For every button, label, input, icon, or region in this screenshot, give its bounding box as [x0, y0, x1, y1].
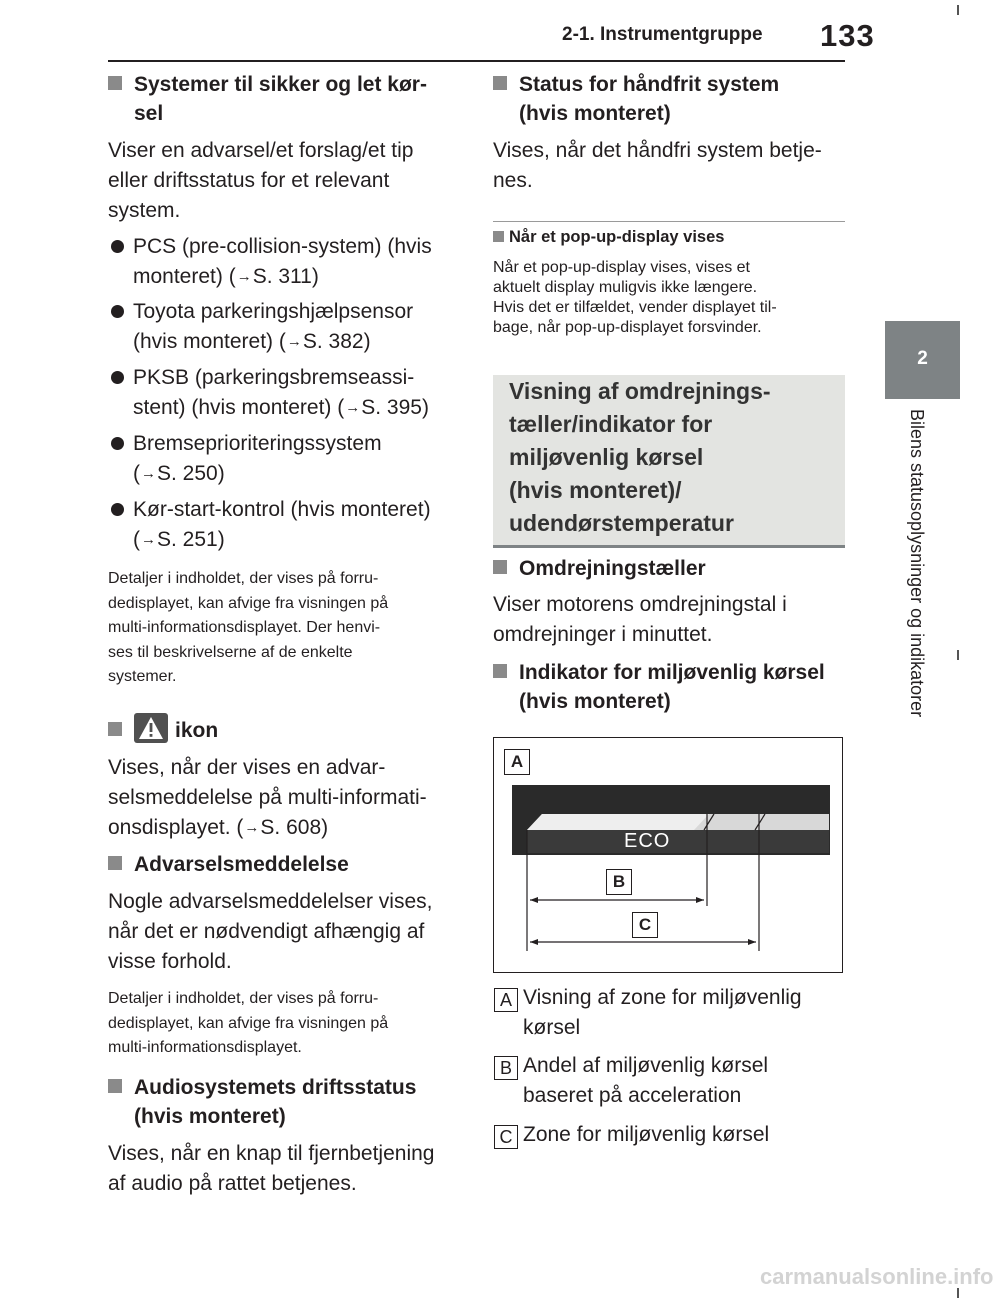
page-number: 133	[820, 18, 875, 53]
paragraph-tachometer: Viser motorens omdrejningstal i omdrejninger i minuttet.	[493, 593, 787, 646]
warning-icon	[134, 713, 168, 743]
figure-label-b: B	[606, 869, 632, 895]
heading-icon: ikon	[108, 713, 218, 745]
eco-label: ECO	[624, 830, 671, 852]
square-bullet-icon	[493, 76, 507, 90]
bullet-icon	[111, 503, 124, 516]
paragraph-handsfree: Vises, når det håndfri system betje- nes.	[493, 139, 822, 192]
list-item: Kør-start-kontrol (hvis monteret) (→S. 251)	[133, 495, 431, 555]
list-item: PCS (pre-collision-system) (hvis monteret) (→S. 311)	[133, 232, 432, 292]
square-bullet-icon	[108, 76, 122, 90]
list-item: Bremseprioriteringssystem (→S. 250)	[133, 429, 382, 489]
arrow-icon: →	[141, 465, 156, 482]
section-title: 2-1. Instrumentgruppe	[562, 24, 763, 45]
note-details-1: Detaljer i indholdet, der vises på forru- dedisplayet, kan afvige fra visningen på multi-informationsdisplayet. Der henvi- ses til beskrivelserne af de enkelte systemer.	[108, 570, 389, 685]
paragraph-warning: Nogle advarselsmeddelelser vises, når det er nødvendigt afhængig af visse forhold.	[108, 890, 433, 973]
legend-key-c: C	[494, 1125, 518, 1149]
square-bullet-icon	[493, 560, 507, 574]
legend-item-b: Andel af miljøvenlig kørsel baseret på acceleration	[523, 1054, 769, 1107]
square-bullet-icon	[493, 664, 507, 678]
note-popup: Når et pop-up-display vises, vises et aktuelt display muligvis ikke længere. Hvis det er tilfældet, vender displayet til- bage, når pop-up-displayet forsvinder.	[493, 259, 777, 336]
figure-label-a: A	[504, 749, 530, 775]
square-bullet-icon	[108, 1079, 122, 1093]
legend-item-c: Zone for miljøvenlig kørsel	[523, 1123, 770, 1146]
paragraph-icon: Vises, når der vises en advar- selsmeddelelse på multi-informati- onsdisplayet. (→S. 608)	[108, 756, 427, 839]
legend-key-b: B	[494, 1056, 518, 1080]
list-item: Toyota parkeringshjælpsensor (hvis monteret) (→S. 382)	[133, 297, 413, 357]
heading-tachometer: Omdrejningstæller	[493, 554, 706, 583]
list-item: PKSB (parkeringsbremseassi- stent) (hvis monteret) (→S. 395)	[133, 363, 429, 423]
note-rule	[493, 221, 845, 222]
header-rule	[108, 60, 845, 62]
legend-item-a: Visning af zone for miljøvenlig kørsel	[523, 986, 802, 1039]
legend-key-a: A	[494, 988, 518, 1012]
arrow-icon: →	[141, 531, 156, 548]
paragraph-safety: Viser en advarsel/et forslag/et tip eller driftsstatus for et relevant system.	[108, 139, 414, 222]
heading-audio: Audiosystemets driftsstatus (hvis monteret)	[108, 1073, 416, 1131]
section-box-title: Visning af omdrejnings- tæller/indikator for miljøvenlig kørsel (hvis monteret)/ udendørstemperatur	[509, 378, 771, 536]
heading-warning-message: Advarselsmeddelelse	[108, 850, 349, 879]
arrow-icon: →	[236, 268, 252, 285]
watermark: carmanualsonline.info	[760, 1264, 994, 1289]
note-heading-popup: Når et pop-up-display vises	[493, 228, 724, 247]
chapter-label: Bilens statusoplysninger og indikatorer	[907, 409, 927, 718]
chapter-number: 2	[917, 348, 928, 369]
note-details-2: Detaljer i indholdet, der vises på forru- dedisplayet, kan afvige fra visningen på multi-informationsdisplayet.	[108, 990, 389, 1056]
bullet-icon	[111, 305, 124, 318]
crop-mark	[957, 650, 959, 660]
heading-handsfree: Status for håndfrit system (hvis monteret)	[493, 70, 779, 128]
section-box	[493, 375, 845, 548]
bullet-icon	[111, 371, 124, 384]
square-bullet-icon	[108, 722, 122, 736]
arrow-icon: →	[244, 819, 260, 836]
bullet-icon	[111, 240, 124, 253]
heading-eco-indicator: Indikator for miljøvenlig kørsel (hvis monteret)	[493, 658, 825, 716]
bullet-icon	[111, 437, 124, 450]
heading-safety-systems: Systemer til sikker og let kør- sel	[108, 70, 427, 128]
crop-mark	[957, 5, 959, 15]
paragraph-audio: Vises, når en knap til fjernbetjening af audio på rattet betjenes.	[108, 1142, 435, 1195]
arrow-icon: →	[286, 333, 302, 350]
square-bullet-icon	[108, 856, 122, 870]
eco-indicator-figure	[493, 737, 843, 973]
arrow-icon: →	[345, 399, 361, 416]
square-bullet-icon	[493, 231, 504, 242]
eco-indicator-diagram	[494, 738, 841, 971]
figure-label-c: C	[632, 912, 658, 938]
